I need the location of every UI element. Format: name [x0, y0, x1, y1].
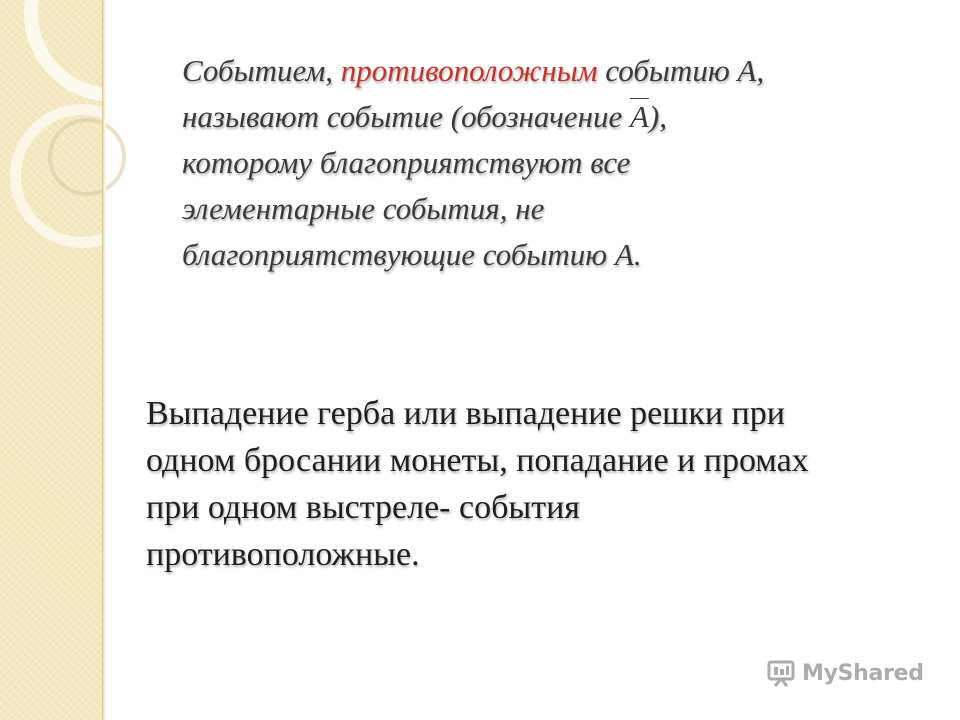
definition-line-4: элементарные события, не	[182, 191, 545, 226]
definition-line-1-rest: событию А,	[605, 53, 765, 88]
example-line-1: Выпадение герба или выпадение решки при	[146, 395, 785, 432]
definition-line-5: благоприятствующие событию А.	[182, 237, 642, 272]
decorative-ring-top	[24, 0, 202, 102]
definition-text	[182, 48, 882, 278]
presentation-board-icon	[766, 658, 796, 688]
definition-accent: противоположным	[340, 53, 598, 88]
decorative-ring-inner	[48, 118, 126, 196]
definition-line-1	[182, 48, 882, 94]
example-line-2: одном бросании монеты, попадание и промах	[146, 442, 809, 479]
decorative-side-band	[0, 0, 102, 720]
mysharedwatermark	[766, 656, 924, 690]
definition-line-2	[182, 94, 882, 140]
complement-notation: $\overline{A}$	[629, 99, 649, 134]
example-text	[146, 390, 906, 578]
definition-line-2-start: называют событие (обозначение	[182, 99, 630, 134]
side-band-edge	[102, 0, 106, 720]
definition-line-2-end: ),	[648, 99, 667, 134]
example-line-3: при одном выстреле- события	[146, 489, 580, 526]
example-line-4: противоположные.	[146, 536, 420, 573]
definition-term: Событием,	[182, 53, 333, 88]
watermark-text: MyShared	[802, 660, 924, 686]
definition-line-3: которому благоприятствуют все	[182, 145, 631, 180]
